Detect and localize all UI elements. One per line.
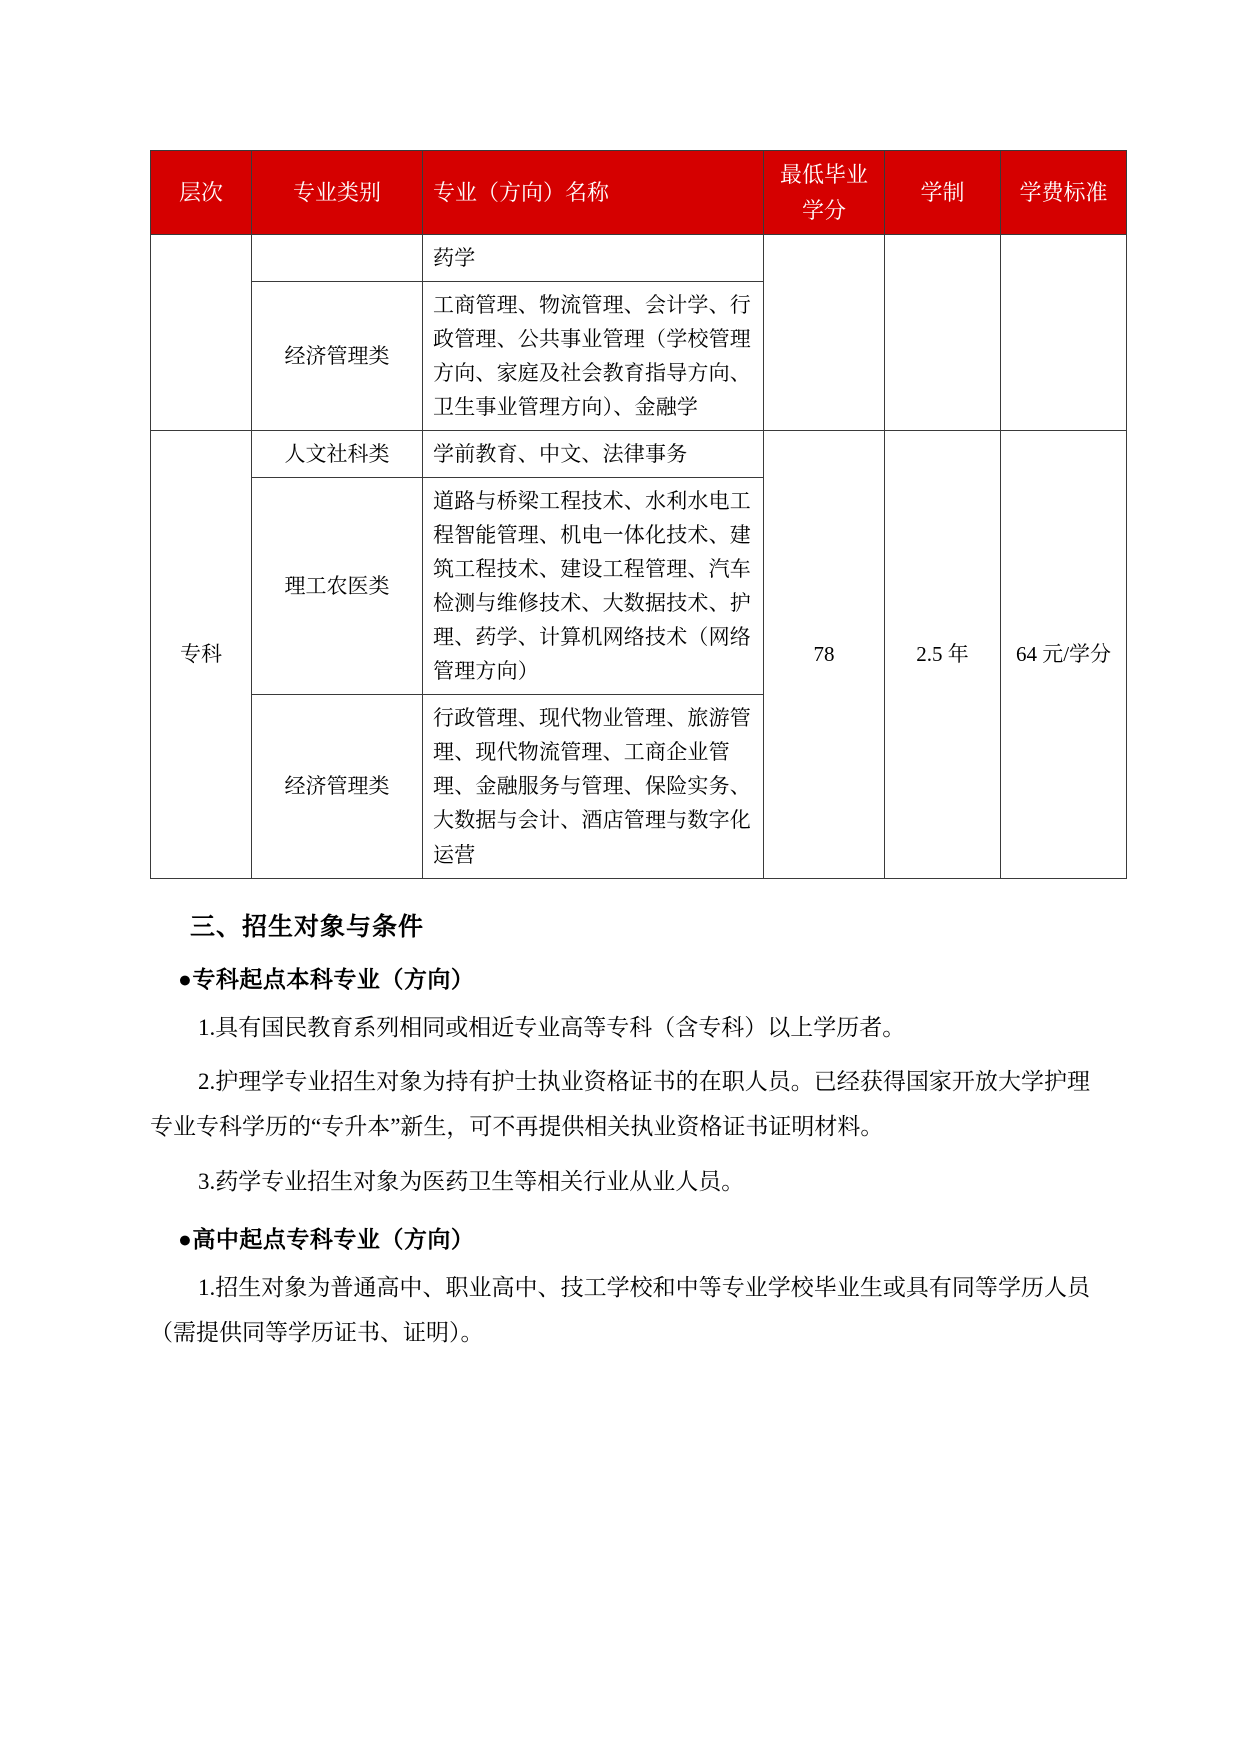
major-enrollment-table	[150, 150, 1127, 879]
cell-credits-blank	[764, 235, 885, 431]
cell-duration-blank	[885, 235, 1001, 431]
cell-category-economics-management: 经济管理类	[252, 282, 423, 431]
cell-major-name: 工商管理、物流管理、会计学、行政管理、公共事业管理（学校管理方向、家庭及社会教育指导方向、卫生事业管理方向）、金融学	[423, 282, 764, 431]
admission-item: 2.护理学专业招生对象为持有护士执业资格证书的在职人员。已经获得国家开放大学护理专业专科学历的“专升本”新生，可不再提供相关执业资格证书证明材料。	[150, 1069, 1090, 1140]
cell-major-name: 道路与桥梁工程技术、水利水电工程智能管理、机电一体化技术、建筑工程技术、建设工程管理、汽车检测与维修技术、大数据技术、护理、药学、计算机网络技术（网络管理方向）	[423, 478, 764, 695]
table-header-row	[151, 151, 1127, 235]
cell-category-economics-management: 经济管理类	[252, 695, 423, 878]
subsection-heading-college: ●高中起点专科专业（方向）	[178, 1225, 475, 1252]
column-header-major: 专业（方向）名称	[423, 151, 764, 235]
column-header-credits: 最低毕业学分	[764, 151, 885, 235]
admission-item: 1.招生对象为普通高中、职业高中、技工学校和中等专业学校毕业生或具有同等学历人员（需提供同等学历证书、证明）。	[150, 1274, 1090, 1345]
cell-level-blank	[151, 235, 252, 431]
cell-tuition-blank	[1001, 235, 1127, 431]
column-header-tuition: 学费标准	[1001, 151, 1127, 235]
cell-major-name: 药学	[423, 235, 764, 282]
admission-item: 3.药学专业招生对象为医药卫生等相关行业从业人员。	[198, 1169, 745, 1195]
table-row	[151, 431, 1127, 478]
cell-major-name: 学前教育、中文、法律事务	[423, 431, 764, 478]
cell-category-humanities: 人文社科类	[252, 431, 423, 478]
section-title-admission: 三、招生对象与条件	[190, 912, 425, 941]
cell-category-blank	[252, 235, 423, 282]
cell-duration: 2.5 年	[885, 431, 1001, 878]
column-header-level: 层次	[151, 151, 252, 235]
cell-category-science-engineering: 理工农医类	[252, 478, 423, 695]
cell-major-name: 行政管理、现代物业管理、旅游管理、现代物流管理、工商企业管理、金融服务与管理、保险实务、大数据与会计、酒店管理与数字化运营	[423, 695, 764, 878]
admission-item: 1.具有国民教育系列相同或相近专业高等专科（含专科）以上学历者。	[198, 1014, 906, 1040]
cell-tuition: 64 元/学分	[1001, 431, 1127, 878]
subsection-heading-undergraduate: ●专科起点本科专业（方向）	[178, 965, 475, 992]
table-header	[151, 151, 1127, 235]
column-header-duration: 学制	[885, 151, 1001, 235]
cell-level-college: 专科	[151, 431, 252, 878]
cell-credits: 78	[764, 431, 885, 878]
table-row	[151, 235, 1127, 282]
table-body	[151, 235, 1127, 878]
column-header-category: 专业类别	[252, 151, 423, 235]
